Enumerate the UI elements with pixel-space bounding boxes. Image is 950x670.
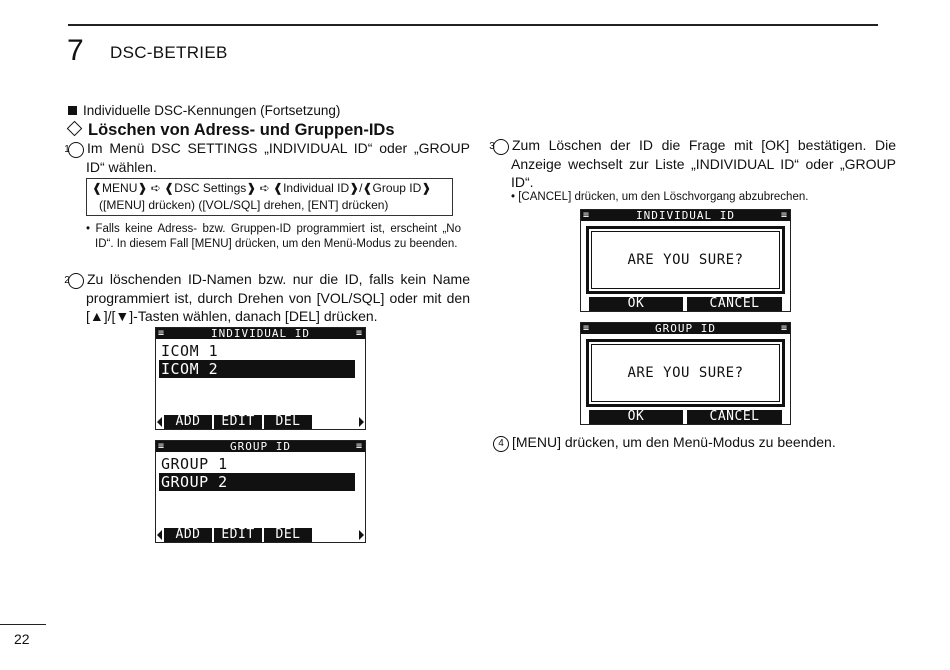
header-rule (68, 24, 878, 26)
menu-icon: ≡ (780, 210, 788, 221)
step-2-text: Zu löschenden ID-Namen bzw. nur die ID, falls kein Name programmiert ist, durch Drehen von [VOL/SQL] oder mit den [▲]/[▼]-Tasten wählen, danach [DEL] drücken. (86, 271, 470, 324)
step-2 (64, 270, 470, 325)
lcd-title: INDIVIDUAL ID (210, 327, 311, 340)
right-arrow-icon (359, 530, 364, 540)
ok-softkey[interactable]: OK (589, 410, 683, 424)
cancel-softkey[interactable]: CANCEL (687, 297, 782, 311)
list-item[interactable]: GROUP 1 (161, 455, 228, 473)
del-softkey[interactable]: DEL (264, 528, 312, 542)
lcd-individual-id-list (155, 327, 366, 430)
menu-icon: ≡ (158, 441, 166, 452)
chapter-number: 7 (67, 34, 84, 67)
menu-path-line-2: ([MENU] drücken) ([VOL/SQL] drehen, [ENT] drücken) (99, 198, 389, 212)
step-4-number: 4 (493, 436, 509, 452)
confirm-dialog (586, 226, 785, 294)
step-1 (64, 139, 470, 176)
lcd-softkey-bar (156, 415, 365, 429)
lcd-softkey-bar (156, 528, 365, 542)
lcd-title-bar (581, 323, 790, 334)
lcd-group-id-list (155, 440, 366, 543)
add-softkey[interactable]: ADD (164, 415, 212, 429)
list-item-selected[interactable]: GROUP 2 (159, 473, 355, 491)
confirm-question: ARE YOU SURE? (627, 252, 744, 268)
edit-softkey[interactable]: EDIT (214, 415, 262, 429)
list-item-selected[interactable]: ICOM 2 (159, 360, 355, 378)
menu-icon: ≡ (355, 441, 363, 452)
section-heading-text: Löschen von Adress- und Gruppen-IDs (88, 121, 395, 139)
menu-icon: ≡ (583, 210, 591, 221)
section-subtitle-text: Individuelle DSC-Kennungen (Fortsetzung) (83, 103, 341, 118)
del-softkey[interactable]: DEL (264, 415, 312, 429)
lcd-title-bar (156, 328, 365, 339)
step-3-number: 3 (493, 139, 509, 155)
lcd-softkey-bar (581, 297, 790, 311)
square-bullet-icon (68, 106, 77, 115)
footer-rule (0, 624, 46, 625)
lcd-title: GROUP ID (230, 440, 291, 453)
menu-icon: ≡ (583, 323, 591, 334)
list-item[interactable]: ICOM 1 (161, 342, 219, 360)
right-arrow-icon (359, 417, 364, 427)
lcd-individual-id-confirm (580, 209, 791, 312)
menu-icon: ≡ (158, 328, 166, 339)
lcd-title-bar (156, 441, 365, 452)
lcd-title: GROUP ID (655, 322, 716, 335)
step-3 (489, 136, 896, 191)
lcd-group-id-confirm (580, 322, 791, 425)
edit-softkey[interactable]: EDIT (214, 528, 262, 542)
note-cancel: • [CANCEL] drücken, um den Löschvorgang abzubrechen. (511, 191, 809, 203)
diamond-icon (67, 121, 83, 137)
step-3-text: Zum Löschen der ID die Frage mit [OK] bestätigen. Die Anzeige wechselt zur Liste „INDIVIDUAL ID“ oder „GROUP ID“. (511, 137, 896, 190)
chapter-title: DSC-BETRIEB (110, 43, 228, 62)
step-4-text: [MENU] drücken, um den Menü-Modus zu beenden. (512, 434, 836, 450)
cancel-softkey[interactable]: CANCEL (687, 410, 782, 424)
step-1-number: 1 (68, 142, 84, 158)
page-number: 22 (14, 631, 30, 647)
menu-path-box (86, 178, 453, 216)
confirm-dialog (586, 339, 785, 407)
menu-path-line-1: ❰MENU❱ ➪ ❰DSC Settings❱ ➪ ❰Individual ID❱/❰Group ID❱ (92, 181, 432, 195)
ok-softkey[interactable]: OK (589, 297, 683, 311)
lcd-title-bar (581, 210, 790, 221)
lcd-title: INDIVIDUAL ID (635, 209, 736, 222)
menu-icon: ≡ (780, 323, 788, 334)
left-arrow-icon (157, 530, 162, 540)
step-2-number: 2 (68, 273, 84, 289)
note-no-id: • Falls keine Adress- bzw. Gruppen-ID programmiert ist, erscheint „No ID“. In diesem Fall [MENU] drücken, um den Menü-Modus zu beenden. (86, 223, 461, 250)
section-subtitle (68, 102, 340, 120)
lcd-softkey-bar (581, 410, 790, 424)
step-1-text: Im Menü DSC SETTINGS „INDIVIDUAL ID“ oder „GROUP ID“ wählen. (86, 140, 470, 175)
menu-icon: ≡ (355, 328, 363, 339)
section-heading (66, 120, 395, 140)
confirm-question: ARE YOU SURE? (627, 365, 744, 381)
add-softkey[interactable]: ADD (164, 528, 212, 542)
step-4 (493, 433, 878, 452)
left-arrow-icon (157, 417, 162, 427)
